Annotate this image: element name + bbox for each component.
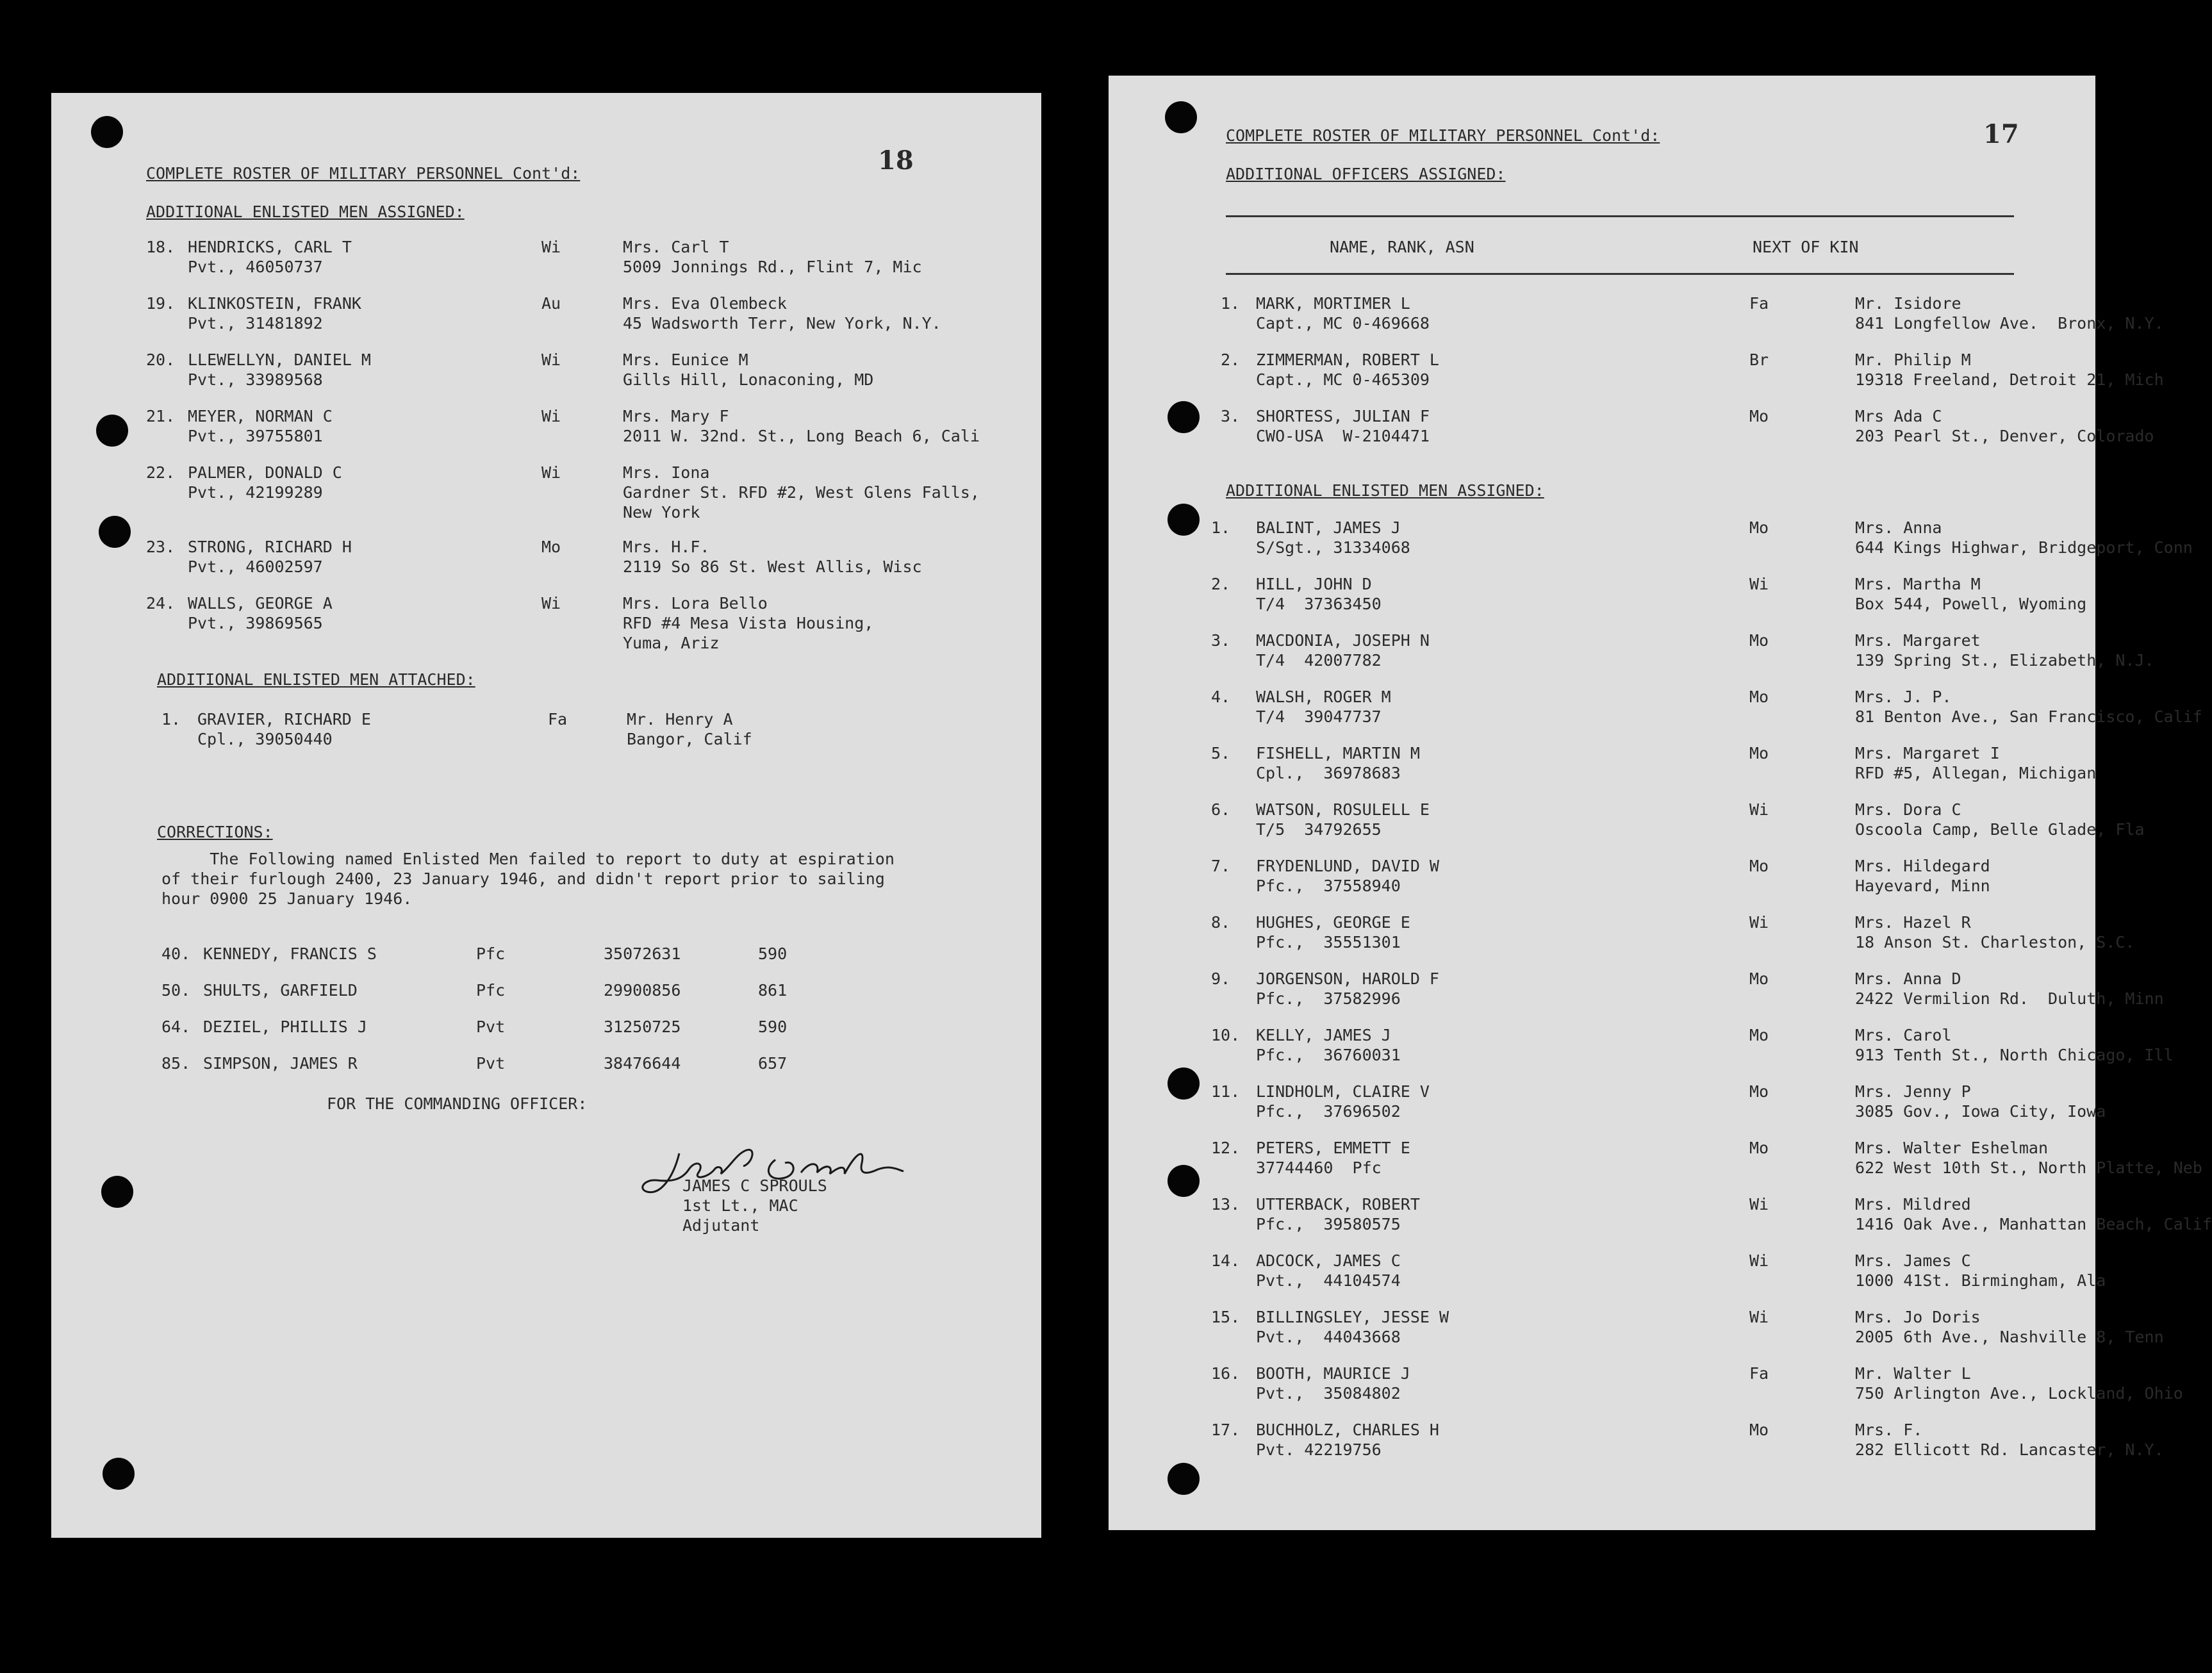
- binder-hole: [99, 516, 131, 548]
- entry-next-of-kin: Mrs. Anna: [1855, 518, 1942, 537]
- entry-next-of-kin: Mrs. Martha M: [1855, 575, 1981, 593]
- correction-number: 50.: [161, 981, 191, 1000]
- entry-kin-address: 1000 41St. Birmingham, Ala: [1855, 1271, 2106, 1290]
- entry-rank-asn: T/4 37363450: [1256, 595, 1382, 613]
- entry-rank-asn: 37744460 Pfc: [1256, 1158, 1382, 1177]
- page-title: COMPLETE ROSTER OF MILITARY PERSONNEL Cont'd:: [146, 164, 581, 183]
- entry-rank-asn: Pvt., 35084802: [1256, 1384, 1401, 1403]
- roster-page-18: [51, 93, 1041, 1538]
- entry-rank-asn: Pvt., 42199289: [188, 483, 323, 502]
- entry-rank-asn: Pvt., 33989568: [188, 370, 323, 389]
- entry-rank-asn: CWO-USA W-2104471: [1256, 427, 1430, 445]
- entry-rank-asn: Pvt. 42219756: [1256, 1440, 1382, 1459]
- entry-rank-asn: T/5 34792655: [1256, 820, 1382, 839]
- entry-next-of-kin: Mrs. Lora Bello: [623, 594, 768, 613]
- entry-number: 4.: [1211, 688, 1231, 706]
- entry-number: 20.: [146, 350, 176, 369]
- closing-line: FOR THE COMMANDING OFFICER:: [327, 1094, 588, 1113]
- entry-kin-address: 282 Ellicott Rd. Lancaster, N.Y.: [1855, 1440, 2164, 1459]
- entry-name: BALINT, JAMES J: [1256, 518, 1401, 537]
- entry-kin-address: 19318 Freeland, Detroit 21, Mich: [1855, 370, 2164, 389]
- correction-code: 657: [758, 1054, 788, 1073]
- entry-kin-address: 913 Tenth St., North Chicago, Ill: [1855, 1046, 2174, 1064]
- entry-relationship: Fa: [1749, 294, 1769, 313]
- entry-name: LINDHOLM, CLAIRE V: [1256, 1082, 1430, 1101]
- binder-hole: [103, 1458, 135, 1490]
- entry-kin-address: Gills Hill, Lonaconing, MD: [623, 370, 874, 389]
- entry-name: GRAVIER, RICHARD E: [197, 710, 371, 729]
- entry-number: 5.: [1211, 744, 1231, 762]
- entry-next-of-kin: Mrs. Carl T: [623, 238, 729, 256]
- entry-number: 21.: [146, 407, 176, 425]
- entry-number: 8.: [1211, 913, 1231, 932]
- entry-name: HENDRICKS, CARL T: [188, 238, 352, 256]
- binder-hole: [1168, 1463, 1200, 1495]
- correction-code: 861: [758, 981, 788, 1000]
- correction-name: SHULTS, GARFIELD: [203, 981, 358, 1000]
- entry-next-of-kin: Mrs. Eva Olembeck: [623, 294, 787, 313]
- entry-relationship: Fa: [1749, 1364, 1769, 1383]
- correction-name: DEZIEL, PHILLIS J: [203, 1018, 367, 1036]
- entry-next-of-kin: Mrs. Iona: [623, 463, 710, 482]
- entry-rank-asn: Pvt., 44043668: [1256, 1328, 1401, 1346]
- entry-next-of-kin: Mrs. H.F.: [623, 538, 710, 556]
- entry-relationship: Wi: [1749, 575, 1769, 593]
- entry-kin-address: 1416 Oak Ave., Manhattan Beach, Calif: [1855, 1215, 2212, 1233]
- corrections-paragraph-line: of their furlough 2400, 23 January 1946, and didn't report prior to sailing: [161, 869, 885, 888]
- binder-hole: [91, 116, 123, 148]
- entry-kin-address: 139 Spring St., Elizabeth, N.J.: [1855, 651, 2154, 670]
- entry-rank-asn: Pfc., 37696502: [1256, 1102, 1401, 1121]
- entry-name: ADCOCK, JAMES C: [1256, 1251, 1401, 1270]
- entry-rank-asn: T/4 42007782: [1256, 651, 1382, 670]
- entry-rank-asn: T/4 39047737: [1256, 707, 1382, 726]
- entry-number: 18.: [146, 238, 176, 256]
- entry-number: 7.: [1211, 857, 1231, 875]
- entry-relationship: Mo: [541, 538, 561, 556]
- section-heading-assigned: ADDITIONAL ENLISTED MEN ASSIGNED:: [146, 202, 465, 221]
- column-header-name: NAME, RANK, ASN: [1330, 238, 1474, 256]
- entry-number: 1.: [1221, 294, 1241, 313]
- entry-name: FRYDENLUND, DAVID W: [1256, 857, 1439, 875]
- entry-name: BILLINGSLEY, JESSE W: [1256, 1308, 1449, 1326]
- entry-next-of-kin: Mr. Henry A: [627, 710, 733, 729]
- entry-relationship: Wi: [1749, 1195, 1769, 1214]
- entry-relationship: Wi: [541, 594, 561, 613]
- entry-rank-asn: Cpl., 36978683: [1256, 764, 1401, 782]
- entry-kin-address: 5009 Jonnings Rd., Flint 7, Mic: [623, 258, 922, 276]
- entry-rank-asn: Pvt., 31481892: [188, 314, 323, 333]
- entry-next-of-kin: Mrs Ada C: [1855, 407, 1942, 425]
- correction-rank: Pfc: [476, 981, 506, 1000]
- entry-number: 11.: [1211, 1082, 1241, 1101]
- entry-next-of-kin: Mrs. Margaret: [1855, 631, 1981, 650]
- entry-number: 2.: [1211, 575, 1231, 593]
- entry-relationship: Wi: [1749, 913, 1769, 932]
- entry-number: 12.: [1211, 1139, 1241, 1157]
- entry-kin-address: RFD #5, Allegan, Michigan: [1855, 764, 2097, 782]
- section-heading-attached: ADDITIONAL ENLISTED MEN ATTACHED:: [157, 670, 475, 689]
- correction-rank: Pvt: [476, 1054, 506, 1073]
- entry-kin-address: Gardner St. RFD #2, West Glens Falls,: [623, 483, 980, 502]
- entry-relationship: Wi: [1749, 1308, 1769, 1326]
- entry-relationship: Mo: [1749, 969, 1769, 988]
- entry-kin-address: 841 Longfellow Ave. Bronx, N.Y.: [1855, 314, 2164, 333]
- entry-kin-address: 2119 So 86 St. West Allis, Wisc: [623, 557, 922, 576]
- entry-kin-address-cont: New York: [623, 503, 700, 522]
- entry-number: 23.: [146, 538, 176, 556]
- divider-line: [1226, 273, 2014, 275]
- entry-rank-asn: Pfc., 37558940: [1256, 877, 1401, 895]
- entry-name: FISHELL, MARTIN M: [1256, 744, 1420, 762]
- entry-relationship: Wi: [541, 407, 561, 425]
- entry-kin-address-cont: Yuma, Ariz: [623, 634, 720, 652]
- entry-number: 19.: [146, 294, 176, 313]
- entry-name: MACDONIA, JOSEPH N: [1256, 631, 1430, 650]
- entry-number: 16.: [1211, 1364, 1241, 1383]
- entry-name: JORGENSON, HAROLD F: [1256, 969, 1439, 988]
- entry-number: 10.: [1211, 1026, 1241, 1044]
- entry-name: LLEWELLYN, DANIEL M: [188, 350, 371, 369]
- column-header-kin: NEXT OF KIN: [1753, 238, 1859, 256]
- entry-name: STRONG, RICHARD H: [188, 538, 352, 556]
- entry-kin-address: 622 West 10th St., North Platte, Neb: [1855, 1158, 2202, 1177]
- entry-name: MEYER, NORMAN C: [188, 407, 333, 425]
- entry-relationship: Mo: [1749, 857, 1769, 875]
- entry-kin-address: 18 Anson St. Charleston, S.C.: [1855, 933, 2135, 952]
- entry-number: 1.: [161, 710, 181, 729]
- section-heading-enlisted: ADDITIONAL ENLISTED MEN ASSIGNED:: [1226, 481, 1544, 500]
- entry-kin-address: 2011 W. 32nd. St., Long Beach 6, Cali: [623, 427, 980, 445]
- entry-name: WALSH, ROGER M: [1256, 688, 1391, 706]
- corrections-paragraph-line: hour 0900 25 January 1946.: [161, 889, 413, 908]
- section-heading-officers: ADDITIONAL OFFICERS ASSIGNED:: [1226, 165, 1506, 183]
- entry-relationship: Wi: [1749, 1251, 1769, 1270]
- binder-hole: [101, 1176, 133, 1208]
- entry-next-of-kin: Mrs. F.: [1855, 1421, 1923, 1439]
- entry-next-of-kin: Mrs. Dora C: [1855, 800, 1961, 819]
- entry-name: UTTERBACK, ROBERT: [1256, 1195, 1420, 1214]
- entry-rank-asn: Pvt., 39755801: [188, 427, 323, 445]
- entry-kin-address: Hayevard, Minn: [1855, 877, 1990, 895]
- entry-next-of-kin: Mr. Walter L: [1855, 1364, 1971, 1383]
- page-number: 18: [878, 145, 914, 176]
- entry-kin-address: 644 Kings Highwar, Bridgeport, Conn: [1855, 538, 2193, 557]
- entry-name: ZIMMERMAN, ROBERT L: [1256, 350, 1439, 369]
- corrections-paragraph-line: The Following named Enlisted Men failed to report to duty at espiration: [161, 850, 895, 868]
- entry-next-of-kin: Mr. Philip M: [1855, 350, 1971, 369]
- binder-hole: [96, 415, 128, 447]
- entry-rank-asn: Pvt., 44104574: [1256, 1271, 1401, 1290]
- entry-next-of-kin: Mrs. Carol: [1855, 1026, 1952, 1044]
- entry-name: HILL, JOHN D: [1256, 575, 1372, 593]
- entry-relationship: Mo: [1749, 1026, 1769, 1044]
- entry-kin-address: 45 Wadsworth Terr, New York, N.Y.: [623, 314, 941, 333]
- entry-number: 15.: [1211, 1308, 1241, 1326]
- entry-rank-asn: Pvt., 46050737: [188, 258, 323, 276]
- entry-name: WALLS, GEORGE A: [188, 594, 333, 613]
- binder-hole: [1168, 504, 1200, 536]
- entry-kin-address: 2422 Vermilion Rd. Duluth, Minn: [1855, 989, 2164, 1008]
- entry-number: 6.: [1211, 800, 1231, 819]
- entry-relationship: Mo: [1749, 1421, 1769, 1439]
- roster-page-17: [1109, 76, 2212, 1530]
- entry-number: 2.: [1221, 350, 1241, 369]
- entry-next-of-kin: Mrs. Hazel R: [1855, 913, 1971, 932]
- binder-hole: [1168, 401, 1200, 433]
- corrections-heading: CORRECTIONS:: [157, 823, 273, 841]
- entry-next-of-kin: Mrs. James C: [1855, 1251, 1971, 1270]
- entry-rank-asn: Pfc., 39580575: [1256, 1215, 1401, 1233]
- entry-name: KELLY, JAMES J: [1256, 1026, 1391, 1044]
- entry-relationship: Mo: [1749, 744, 1769, 762]
- entry-relationship: Mo: [1749, 407, 1769, 425]
- entry-rank-asn: S/Sgt., 31334068: [1256, 538, 1410, 557]
- entry-relationship: Mo: [1749, 1082, 1769, 1101]
- entry-next-of-kin: Mrs. Margaret I: [1855, 744, 2000, 762]
- entry-number: 13.: [1211, 1195, 1241, 1214]
- entry-name: HUGHES, GEORGE E: [1256, 913, 1410, 932]
- entry-relationship: Wi: [541, 463, 561, 482]
- correction-number: 85.: [161, 1054, 191, 1073]
- entry-kin-address: Box 544, Powell, Wyoming: [1855, 595, 2087, 613]
- correction-number: 64.: [161, 1018, 191, 1036]
- entry-kin-address: RFD #4 Mesa Vista Housing,: [623, 614, 874, 632]
- entry-relationship: Wi: [1749, 800, 1769, 819]
- page-title: COMPLETE ROSTER OF MILITARY PERSONNEL Cont'd:: [1226, 126, 1660, 145]
- entry-kin-address: 3085 Gov., Iowa City, Iowa: [1855, 1102, 2106, 1121]
- entry-relationship: Au: [541, 294, 561, 313]
- entry-next-of-kin: Mr. Isidore: [1855, 294, 1961, 313]
- entry-name: PETERS, EMMETT E: [1256, 1139, 1410, 1157]
- entry-number: 22.: [146, 463, 176, 482]
- entry-next-of-kin: Mrs. Mildred: [1855, 1195, 1971, 1214]
- binder-hole: [1165, 101, 1197, 133]
- correction-asn: 31250725: [604, 1018, 681, 1036]
- binder-hole: [1168, 1067, 1200, 1100]
- entry-kin-address: Oscoola Camp, Belle Glade, Fla: [1855, 820, 2145, 839]
- entry-number: 24.: [146, 594, 176, 613]
- entry-rank-asn: Capt., MC 0-465309: [1256, 370, 1430, 389]
- entry-number: 3.: [1221, 407, 1241, 425]
- entry-rank-asn: Pfc., 36760031: [1256, 1046, 1401, 1064]
- divider-line: [1226, 215, 2014, 217]
- entry-next-of-kin: Mrs. Jenny P: [1855, 1082, 1971, 1101]
- entry-kin-address: 750 Arlington Ave., Lockland, Ohio: [1855, 1384, 2183, 1403]
- correction-asn: 35072631: [604, 944, 681, 963]
- entry-kin-address: 2005 6th Ave., Nashville 8, Tenn: [1855, 1328, 2164, 1346]
- entry-relationship: Mo: [1749, 688, 1769, 706]
- entry-relationship: Mo: [1749, 1139, 1769, 1157]
- correction-name: SIMPSON, JAMES R: [203, 1054, 358, 1073]
- correction-name: KENNEDY, FRANCIS S: [203, 944, 377, 963]
- entry-name: SHORTESS, JULIAN F: [1256, 407, 1430, 425]
- entry-rank-asn: Cpl., 39050440: [197, 730, 333, 748]
- entry-relationship: Br: [1749, 350, 1769, 369]
- entry-relationship: Wi: [541, 350, 561, 369]
- entry-number: 1.: [1211, 518, 1231, 537]
- page-number: 17: [1983, 119, 2019, 149]
- entry-relationship: Fa: [548, 710, 568, 729]
- entry-next-of-kin: Mrs. J. P.: [1855, 688, 1952, 706]
- correction-asn: 38476644: [604, 1054, 681, 1073]
- correction-code: 590: [758, 1018, 788, 1036]
- entry-relationship: Mo: [1749, 518, 1769, 537]
- entry-rank-asn: Pfc., 37582996: [1256, 989, 1401, 1008]
- entry-name: PALMER, DONALD C: [188, 463, 342, 482]
- entry-name: BUCHHOLZ, CHARLES H: [1256, 1421, 1439, 1439]
- entry-rank-asn: Pfc., 35551301: [1256, 933, 1401, 952]
- binder-hole: [1168, 1165, 1200, 1197]
- signatory-rank: 1st Lt., MAC: [682, 1196, 798, 1215]
- entry-name: MARK, MORTIMER L: [1256, 294, 1410, 313]
- signatory-title: Adjutant: [682, 1216, 760, 1235]
- entry-next-of-kin: Mrs. Eunice M: [623, 350, 748, 369]
- entry-number: 3.: [1211, 631, 1231, 650]
- correction-number: 40.: [161, 944, 191, 963]
- entry-rank-asn: Pvt., 39869565: [188, 614, 323, 632]
- correction-code: 590: [758, 944, 788, 963]
- entry-relationship: Wi: [541, 238, 561, 256]
- entry-number: 9.: [1211, 969, 1231, 988]
- entry-next-of-kin: Mrs. Mary F: [623, 407, 729, 425]
- entry-kin-address: Bangor, Calif: [627, 730, 752, 748]
- entry-kin-address: 81 Benton Ave., San Francisco, Calif: [1855, 707, 2202, 726]
- entry-name: KLINKOSTEIN, FRANK: [188, 294, 361, 313]
- entry-next-of-kin: Mrs. Hildegard: [1855, 857, 1990, 875]
- entry-kin-address: 203 Pearl St., Denver, Colorado: [1855, 427, 2154, 445]
- signatory-name: JAMES C SPROULS: [682, 1176, 827, 1195]
- entry-next-of-kin: Mrs. Anna D: [1855, 969, 1961, 988]
- correction-rank: Pvt: [476, 1018, 506, 1036]
- correction-asn: 29900856: [604, 981, 681, 1000]
- entry-number: 14.: [1211, 1251, 1241, 1270]
- entry-name: BOOTH, MAURICE J: [1256, 1364, 1410, 1383]
- entry-number: 17.: [1211, 1421, 1241, 1439]
- entry-rank-asn: Pvt., 46002597: [188, 557, 323, 576]
- entry-rank-asn: Capt., MC 0-469668: [1256, 314, 1430, 333]
- correction-rank: Pfc: [476, 944, 506, 963]
- entry-next-of-kin: Mrs. Walter Eshelman: [1855, 1139, 2049, 1157]
- entry-name: WATSON, ROSULELL E: [1256, 800, 1430, 819]
- entry-relationship: Mo: [1749, 631, 1769, 650]
- entry-next-of-kin: Mrs. Jo Doris: [1855, 1308, 1981, 1326]
